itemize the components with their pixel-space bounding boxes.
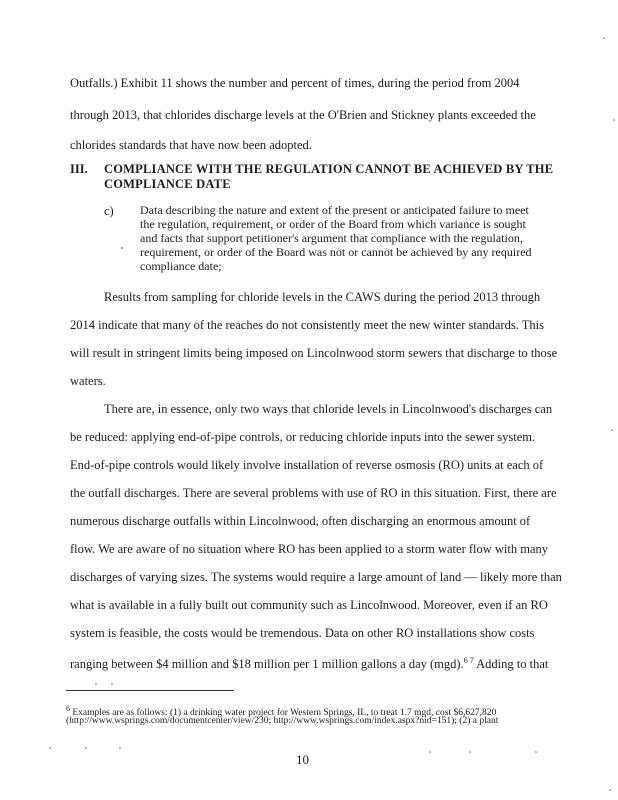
item-line: the regulation, requirement, or order of the Board from which variance is sought xyxy=(140,217,526,231)
footnote-text: Examples are as follows: (1) a drinking water project for Western Springs, IL, to treat 1.7 mgd, cost $6,627,820 xyxy=(72,708,497,719)
paragraph-line: Outfalls.) Exhibit 11 shows the number and percent of times, during the period from 2004 xyxy=(70,76,520,90)
paragraph-line: will result in stringent limits being imposed on Lincolnwood storm sewers that discharge to those xyxy=(70,346,558,360)
paragraph-line: 2014 indicate that many of the reaches do not consistently meet the new winter standards. This xyxy=(70,318,544,332)
paragraph-text: ranging between $4 million and $18 million per 1 million gallons a day (mgd). xyxy=(70,657,464,672)
paragraph-line: flow. We are aware of no situation where RO has been applied to a storm water flow with many xyxy=(70,542,549,556)
page-number: 10 xyxy=(296,752,309,767)
paragraph-line: End-of-pipe controls would likely involve installation of reverse osmosis (RO) units at each of xyxy=(70,458,544,472)
paragraph-text: Adding to that xyxy=(476,657,549,672)
paragraph-line: numerous discharge outfalls within Lincolnwood, often discharging an enormous amount of xyxy=(70,514,531,528)
section-number: III. xyxy=(70,162,88,176)
paragraph-line: waters. xyxy=(70,374,106,388)
item-line: requirement, or order of the Board was not or cannot be achieved by any required xyxy=(140,245,532,259)
section-title: COMPLIANCE WITH THE REGULATION CANNOT BE ACHIEVED BY THE xyxy=(104,162,554,176)
paragraph-line: There are, in essence, only two ways that chloride levels in Lincolnwood's discharges can xyxy=(104,402,553,416)
paragraph-line: be reduced: applying end-of-pipe controls, or reducing chloride inputs into the sewer system. xyxy=(70,430,536,444)
item-line: and facts that support petitioner's argument that compliance with the regulation, xyxy=(140,231,523,245)
paragraph-line: through 2013, that chlorides discharge levels at the O'Brien and Stickney plants exceeded the xyxy=(70,108,536,122)
item-label: c) xyxy=(104,204,114,218)
paragraph-line: what is available in a fully built out community such as Lincolnwood. Moreover, even if an RO xyxy=(70,598,548,612)
item-line: Data describing the nature and extent of the present or anticipated failure to meet xyxy=(140,203,529,217)
paragraph-line: discharges of varying sizes. The systems would require a large amount of land — likely more than xyxy=(70,570,562,584)
paragraph-line: chlorides standards that have now been adopted. xyxy=(70,138,312,152)
item-line: compliance date; xyxy=(140,259,222,273)
paragraph-line: Results from sampling for chloride levels in the CAWS during the period 2013 through xyxy=(104,290,541,304)
section-title-continued: COMPLIANCE DATE xyxy=(104,177,231,191)
paragraph-line: system is feasible, the costs would be tremendous. Data on other RO installations show costs xyxy=(70,626,535,640)
footnote-reference[interactable]: 6 7 xyxy=(463,656,474,665)
paragraph-line: the outfall discharges. There are several problems with use of RO in this situation. First, there are xyxy=(70,486,557,500)
footnote-text: (http://www.wsprings.com/documentcenter/view/230; http://www.wsprings.com/index.aspx?nid=151); (2) a plant xyxy=(66,716,499,726)
footnote-number: 6 xyxy=(66,704,70,713)
